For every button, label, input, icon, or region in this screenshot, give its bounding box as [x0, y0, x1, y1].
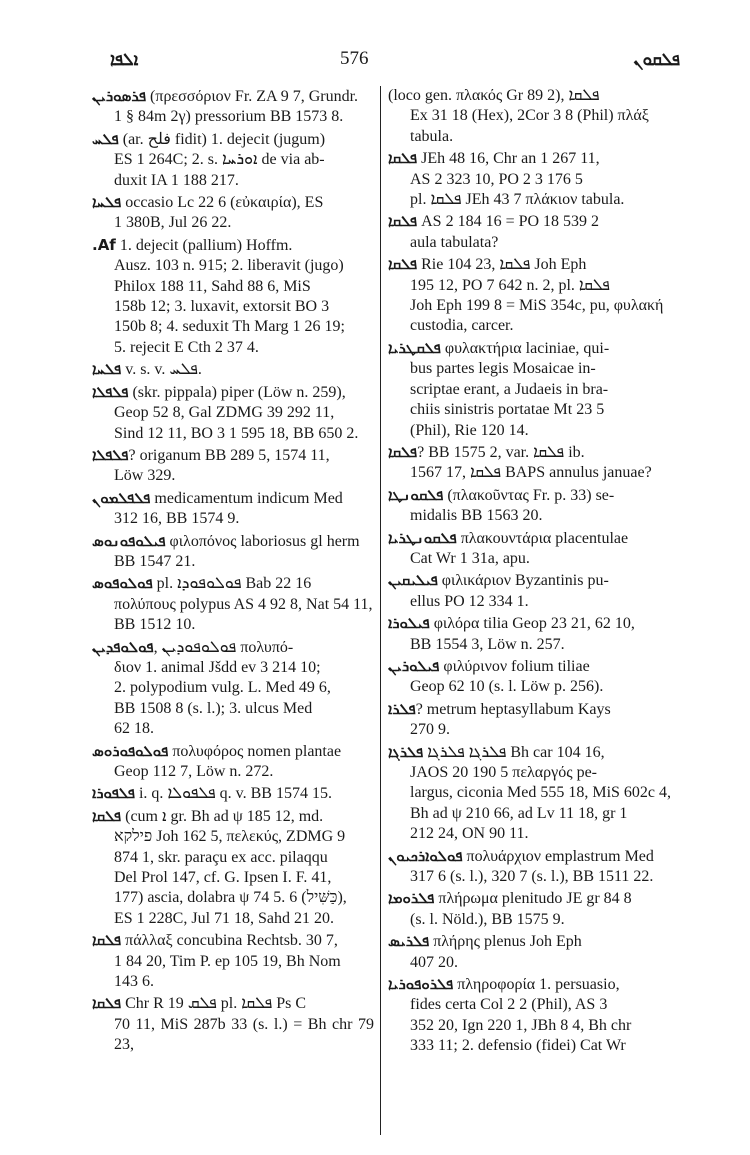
entry-text: ? origanum BB 289 5, 1574 11, Löw 329. [114, 446, 330, 485]
entry-text: AS 2 184 16 = PO 18 539 2 aula tabulata? [410, 213, 600, 251]
entry-text: πολυάρχιον emplastrum Med 317 6 (s. l.), 320 7 (s. l.), BB 1511 22. [410, 847, 654, 886]
entry-text: occasio Lc 22 6 (εὐκαιρία), ES 1 380B, Jul 26 22. [114, 194, 324, 232]
dictionary-entry [388, 699, 688, 741]
left-column [92, 86, 374, 1145]
entry-headword: Af. [92, 235, 116, 254]
entry-text: πολυφόρος nomen plantae Geop 112 7, Löw n. 272. [114, 742, 342, 780]
entry-headword: ܦܝܠܘܦܘܢܘܣ [92, 531, 166, 550]
entry-text: , ܦܘܠܘܦܘܕܝܢ πολυπό- διον 1. animal Jšdd ev 3 214 10; 2. polypodium vulg. L. Med 49 6, BB 1508 8 (s. l.); 3. ulcus Med 62 18. [114, 638, 331, 738]
dictionary-entry [92, 637, 374, 740]
entry-text: (πρεσσόριον Fr. ZA 9 7, Grundr. 1 § 84m 2γ) pressorium BB 1573 8. [114, 88, 359, 126]
dictionary-entry [92, 445, 374, 487]
entry-headword: ܦܪܣܘܪܝܢ [92, 87, 147, 105]
entry-text: (cum ܐ gr. Bh ad ψ 185 12, md. פילקא Joh 162 5, πελεκύς, ZDMG 9 874 1, skr. paraçu ex acc. pilaqqu Del Prol 147, cf. G. Ipsen I. F. 41, 177) ascia, dolabra ψ 74 5. 6 (כַּשִּׁיל), ES 1 228C, Jul 71 18, Sahd 21 20. [114, 807, 347, 927]
entry-headword: ܦܠܩܘܢܛܪܝܐ [388, 528, 457, 547]
entry-text: pl. ܦܘܠܘܦܘܕܐ Bab 22 16 πολύπους polypus AS 4 92 8, Nat 54 11, BB 1512 10. [114, 575, 373, 634]
entry-text: v. s. v. ܦܠܚ. [121, 361, 202, 379]
entry-headword: ܦܠܩܐ [388, 149, 418, 168]
entry-headword: ܦܠܩܐ [92, 806, 122, 825]
dictionary-entry [92, 382, 374, 444]
entry-headword: ܦܝܠܘܪܐ [388, 614, 430, 633]
entry-headword: ܦܠܚ [92, 129, 119, 148]
entry-text: JEh 48 16, Chr an 1 267 11, AS 2 323 10, PO 2 3 176 5 pl. ܦܠܩܐ JEh 43 7 πλάκιον tabula. [410, 150, 625, 209]
entry-text: ? BB 1575 2, var. ܦܠܩܐ ib. 1567 17, ܦܠܩܐ BAPS annulus januae? [410, 443, 652, 482]
entry-text: i. q. ܦܠܦܘܠܐ q. v. BB 1574 15. [134, 785, 332, 803]
entry-headword: ܦܠܪܐ [388, 699, 416, 718]
right-column [388, 86, 688, 1145]
dictionary-entry [92, 741, 374, 783]
entry-text: πάλλαξ concubina Rechtsb. 30 7, 1 84 20, Tim P. ep 105 19, Bh Nom 143 6. [114, 932, 341, 991]
dictionary-entry [92, 192, 374, 234]
running-head [110, 50, 680, 74]
dictionary-entry [388, 254, 688, 337]
dictionary-entry [388, 485, 688, 527]
dictionary-entry [92, 86, 374, 128]
dictionary-entry [388, 148, 688, 210]
entry-headword: ܦܘܠܘܦܘܣ [92, 574, 153, 593]
entry-text: πλήρωμα plenitudo JE gr 84 8 (s. l. Nöld.), BB 1575 9. [410, 890, 632, 928]
dictionary-entry [388, 974, 688, 1057]
dictionary-entry [92, 993, 374, 1055]
entry-text: (ar. فلح fidit) 1. dejecit (jugum) ES 1 264C; 2. s. ܐܘܪܚܐ de via ab- duxit IA 1 188 217. [114, 130, 326, 189]
entry-headword: ܦܠܦܠܐ [92, 382, 129, 401]
entry-headword: ܦܠܪܘܦܘܪܝܐ [388, 975, 454, 994]
entry-headword: ܦܠܩܐ [388, 255, 418, 274]
entry-headword: ܦܠܦܠܐ [92, 445, 129, 464]
dictionary-entry [388, 86, 688, 147]
dictionary-entry [388, 656, 688, 698]
dictionary-entry [92, 235, 374, 358]
dictionary-entry [92, 359, 374, 380]
entry-text: Chr R ܦܠܩ 19 pl. ܦܠܩܐ Ps C 70 11, MiS 287b 33 (s. l.) = Bh chr 79 23, [114, 995, 374, 1054]
entry-headword: ܦܠܩܐ [388, 212, 418, 231]
page-number: 576 [340, 48, 369, 69]
entry-text: (skr. pippala) piper (Löw n. 259), Geop 52 8, Gal ZDMG 39 292 11, Sind 12 11, BO 3 1 595 18, BB 650 2. [114, 383, 359, 442]
entry-headword: ܦܠܩܘܢܛܐ [388, 485, 444, 504]
dictionary-entry [388, 846, 688, 888]
entry-text: φιλοπόνος laboriosus gl herm BB 1547 21. [114, 532, 360, 570]
running-head-right: ܦܠܩܘܢ [633, 50, 680, 69]
dictionary-entry [92, 930, 374, 992]
entry-headword: ܦܘܠܘܦܘܪܘܣ [92, 741, 169, 760]
entry-text: φιλόρα tilia Geop 23 21, 62 10, BB 1554 3, Löw n. 257. [410, 615, 635, 653]
dictionary-entry [92, 129, 374, 191]
dictionary-entry [388, 442, 688, 484]
entry-text: πλήρης plenus Joh Eph 407 20. [410, 933, 582, 971]
entry-headword: ܦܝܠܝܩܝܢ [388, 571, 438, 590]
entry-headword: ܦܠܦܘܪܐ [92, 784, 135, 803]
column-divider [380, 86, 381, 1135]
entry-headword: ܦܠܩܐ [92, 931, 122, 950]
entry-headword: ܦܠܪܓܐ [388, 742, 424, 761]
entry-headword: ܦܘܠܘܐܪܟܝܘܢ [388, 846, 463, 865]
entry-headword: ܦܠܩܐ [388, 442, 418, 461]
dictionary-entry [388, 528, 688, 570]
entry-text: φιλύρινον folium tiliae Geop 62 10 (s. l. Löw p. 256). [410, 657, 604, 696]
entry-headword: ܦܠܩܐ [92, 994, 122, 1013]
entry-headword: ܦܠܦܠܡܘܢ [92, 488, 151, 507]
entry-headword: ܦܘܠܘܦܕܝܢ [92, 637, 154, 656]
entry-headword: ܦܠܚܐ [92, 360, 122, 379]
entry-headword: ܦܠܪܝܣ [388, 932, 430, 951]
dictionary-entry [92, 573, 374, 635]
entry-headword: ܦܠܚܐ [92, 193, 122, 212]
dictionary-entry [388, 613, 688, 655]
entry-text: ? metrum heptasyllabum Kays 270 9. [410, 700, 611, 739]
entry-text: φιλικάριον Byzantinis pu- ellus PO 12 334 1. [410, 572, 609, 610]
running-head-left: ܐܠܦܐ [110, 50, 139, 69]
dictionary-entry [92, 783, 374, 804]
entry-text: medicamentum indicum Med 312 16, BB 1574 9. [114, 489, 343, 528]
entry-text: ܦܠܪܓܐ ܦܠܪܓܐ Bh car 104 16, JAOS 20 190 5 πελαργός pe- largus, ciconia Med 555 18, MiS 602c 4, Bh ad ψ 210 66, ad Lv 11 18, gr 1 212 24, ON 90 11. [410, 743, 672, 843]
dictionary-entry [92, 806, 374, 929]
dictionary-entry [388, 570, 688, 612]
dictionary-entry [388, 211, 688, 253]
entry-headword: ܦܠܩܛܪܝܐ [388, 338, 441, 357]
entry-text: Rie 104 23, ܦܠܩܐ Joh Eph 195 12, PO 7 642 n. 2, pl. ܦܠܩܐ Joh Eph 199 8 = MiS 354c, pu, φυλακή custodia, carcer. [410, 256, 664, 335]
dictionary-entry [92, 488, 374, 530]
entry-text: φυλακτήρια laciniae, qui- bus partes legis Mosaicae in- scriptae erant, a Judaeis in bra- chiis sinistris portatae Mt 23 5 (Phil), Rie 120 14. [410, 339, 610, 439]
dictionary-entry [388, 888, 688, 930]
entry-text: πληροφορία 1. persuasio, fides certa Col 2 2 (Phil), AS 3 352 20, Ign 220 1, JBh 8 4, Bh chr 333 11; 2. defensio (fidei) Cat Wr [410, 976, 632, 1055]
entry-text: πλακουντάρια placentulae Cat Wr 1 31a, apu. [410, 529, 629, 567]
entry-headword: ܦܝܠܘܪܝܢ [388, 656, 440, 675]
dictionary-entry [388, 742, 688, 845]
dictionary-entry [388, 338, 688, 441]
dictionary-entry [92, 531, 374, 573]
entry-headword: ܦܠܪܘܡܐ [388, 889, 435, 908]
entry-text: 1. dejecit (pallium) Hoffm. Ausz. 103 n. 915; 2. liberavit (jugo) Philox 188 11, Sahd 88 6, MiS 158b 12; 3. luxavit, extorsit BO 3 150b 8; 4. seduxit Th Marg 1 26 19; 5. rejecit E Cth 2 37 4. [114, 236, 345, 356]
entry-text: (loco gen. πλακός Gr 89 2), ܦܠܩܐ Ex 31 18 (Hex), 2Cor 3 8 (Phil) πλάξ tabula. [388, 87, 649, 145]
entry-text: (πλακοῦντας Fr. p. 33) se- midalis BB 1563 20. [410, 486, 615, 525]
dictionary-entry [388, 931, 688, 973]
